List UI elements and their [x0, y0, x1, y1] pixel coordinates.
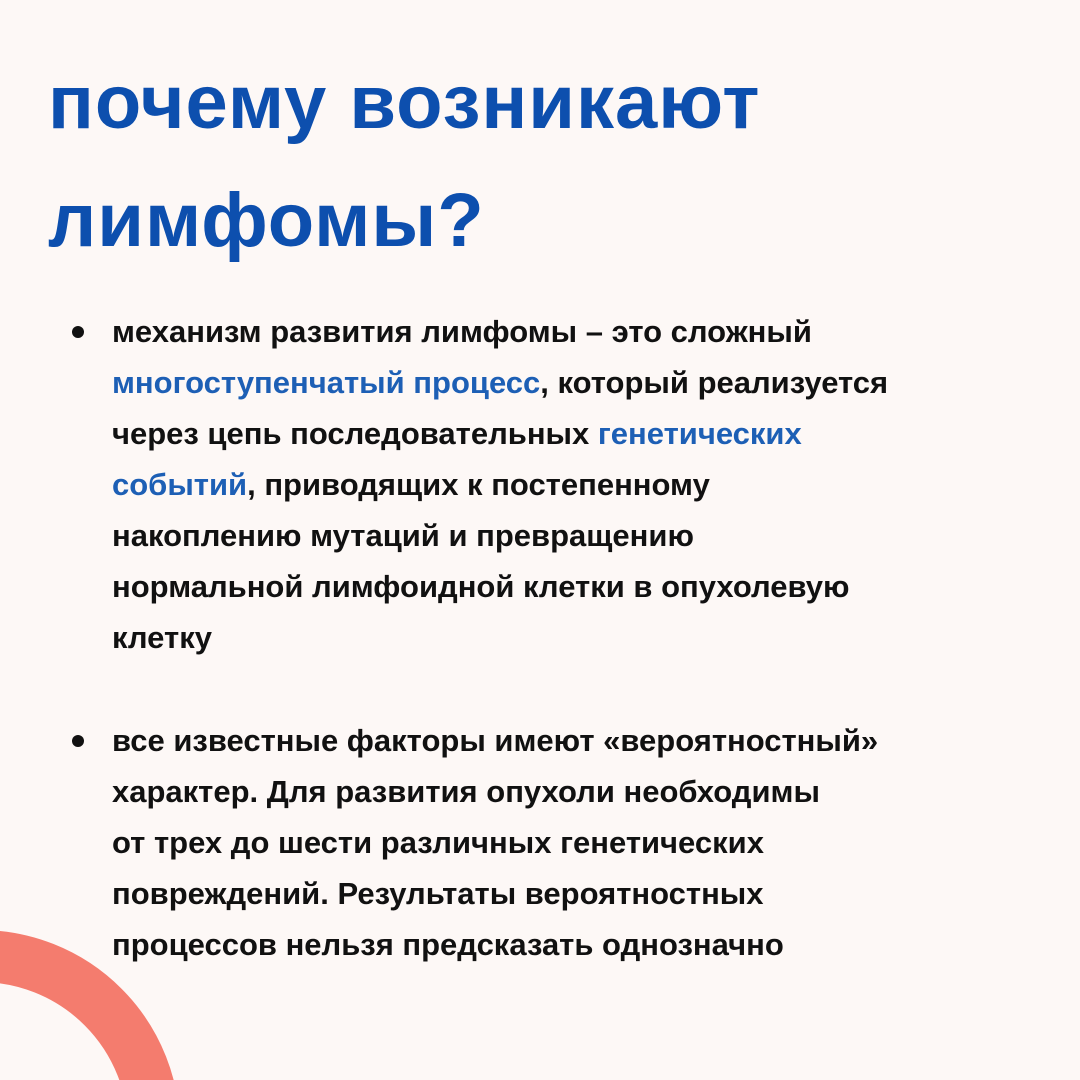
bullet-line: повреждений. Результаты вероятностных	[112, 876, 764, 911]
title-line-2: лимфомы?	[48, 178, 485, 263]
bullet-line: нормальной лимфоидной клетки в опухолевую	[112, 569, 850, 604]
highlight-text: генетических	[597, 416, 802, 451]
bullet-line: накоплению мутаций и превращению	[112, 518, 694, 553]
bullet-line: процессов нельзя предсказать однозначно	[112, 927, 784, 962]
bullet-line: многоступенчатый процесс, который реализуется	[112, 365, 889, 400]
bullet-line: от трех до шести различных генетических	[112, 825, 764, 860]
highlight-text: событий	[112, 467, 248, 502]
bullet-line: событий, приводящих к постепенному	[112, 467, 710, 502]
page-title	[48, 44, 1048, 280]
bullet-line: характер. Для развития опухоли необходимы	[112, 774, 820, 809]
title-line-1: почему возникают	[48, 60, 761, 145]
bullet-list	[72, 306, 1052, 970]
bullet-dot-icon	[72, 735, 84, 747]
highlight-text: многоступенчатый процесс	[112, 365, 541, 400]
bullet-item-factors	[72, 715, 1052, 970]
bullet-dot-icon	[72, 326, 84, 338]
bullet-line: все известные факторы имеют «вероятностный»	[112, 723, 879, 758]
bullet-line: механизм развития лимфомы – это сложный	[112, 314, 812, 349]
bullet-line: клетку	[112, 620, 212, 655]
bullet-line: через цепь последовательных генетических	[112, 416, 802, 451]
bullet-item-mechanism	[72, 306, 1052, 663]
